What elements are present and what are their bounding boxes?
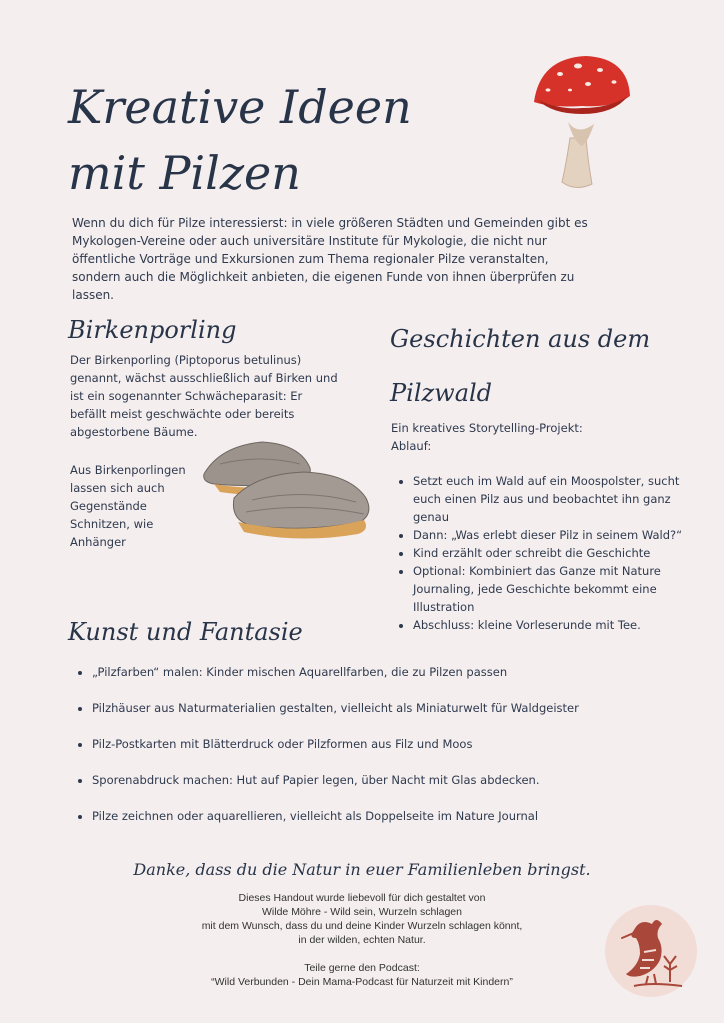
list-item: • Sporenabdruck machen: Hut auf Papier legen, über Nacht mit Glas abdecken.: [92, 771, 652, 789]
footer-credits: [110, 891, 614, 989]
birch-polypore-icon: [200, 438, 375, 546]
list-item: • Setzt euch im Wald auf ein Moospolster, sucht euch einen Pilz aus und beobachtet ihn ganz genau: [413, 472, 683, 526]
geschichten-heading: Geschichten aus dem Pilzwald: [390, 325, 651, 407]
footer-line: Dieses Handout wurde liebevoll für dich gestaltet von: [238, 892, 486, 904]
list-item: • „Pilzfarben“ malen: Kinder mischen Aquarellfarben, die zu Pilzen passen: [92, 663, 652, 681]
geschichten-steps-list: [391, 472, 683, 634]
birkenporling-text: Der Birkenporling (Piptoporus betulinus) genannt, wächst ausschließlich auf Birken und ist ein sogenannter Schwächeparasit: Er befällt meist geschwächte oder bereits abgestorbene Bäume.: [70, 353, 338, 439]
intro-text: Wenn du dich für Pilze interessierst: in viele größeren Städten und Gemeinden gibt es Mykologen-Vereine oder auch universitäre Institute für Mykologie, die nicht nur öffentliche Vorträge und Exkursionen zum Thema regionaler Pilze veranstalten, sondern auch die Möglichkeit anbieten, die eigenen Funde von ihnen überprüfen zu lassen.: [72, 216, 588, 302]
hoopoe-logo-icon: [604, 904, 698, 998]
list-item: • Pilzhäuser aus Naturmaterialien gestalten, vielleicht als Miniaturwelt für Waldgeister: [92, 699, 652, 717]
list-item: • Pilz-Postkarten mit Blätterdruck oder Pilzformen aus Filz und Moos: [92, 735, 652, 753]
footer-line: Wilde Möhre - Wild sein, Wurzeln schlagen: [262, 906, 462, 918]
footer-podcast-line: “Wild Verbunden - Dein Mama-Podcast für Naturzeit mit Kindern”: [211, 976, 513, 988]
fly-agaric-icon: [530, 50, 635, 192]
footer-line: mit dem Wunsch, dass du und deine Kinder Wurzeln schlagen könnt,: [201, 920, 523, 932]
geschichten-intro: [391, 419, 651, 455]
list-item: • Pilze zeichnen oder aquarellieren, vielleicht als Doppelseite im Nature Journal: [92, 807, 652, 825]
list-item: • Optional: Kombiniert das Ganze mit Nature Journaling, jede Geschichte bekommt eine Illustration: [413, 562, 683, 616]
list-item: • Abschluss: kleine Vorleserunde mit Tee.: [413, 616, 683, 634]
kunst-heading: Kunst und Fantasie: [68, 618, 303, 646]
page-title: Kreative Ideen mit Pilzen: [68, 80, 412, 200]
birkenporling-heading: Birkenporling: [68, 316, 237, 344]
kunst-ideas-list: [72, 663, 652, 843]
geschichten-intro-line2: Ablauf:: [391, 439, 432, 453]
list-item: • Kind erzählt oder schreibt die Geschichte: [413, 544, 683, 562]
birkenporling-uses-text: Aus Birkenporlingen lassen sich auch Gegenstände Schnitzen, wie Anhänger: [70, 463, 186, 549]
footer-line: Teile gerne den Podcast:: [304, 962, 420, 974]
thanks-note: Danke, dass du die Natur in euer Familienleben bringst.: [133, 860, 591, 879]
geschichten-intro-line1: Ein kreatives Storytelling-Projekt:: [391, 421, 583, 435]
footer-line: in der wilden, echten Natur.: [298, 934, 426, 946]
list-item: • Dann: „Was erlebt dieser Pilz in seinem Wald?“: [413, 526, 683, 544]
